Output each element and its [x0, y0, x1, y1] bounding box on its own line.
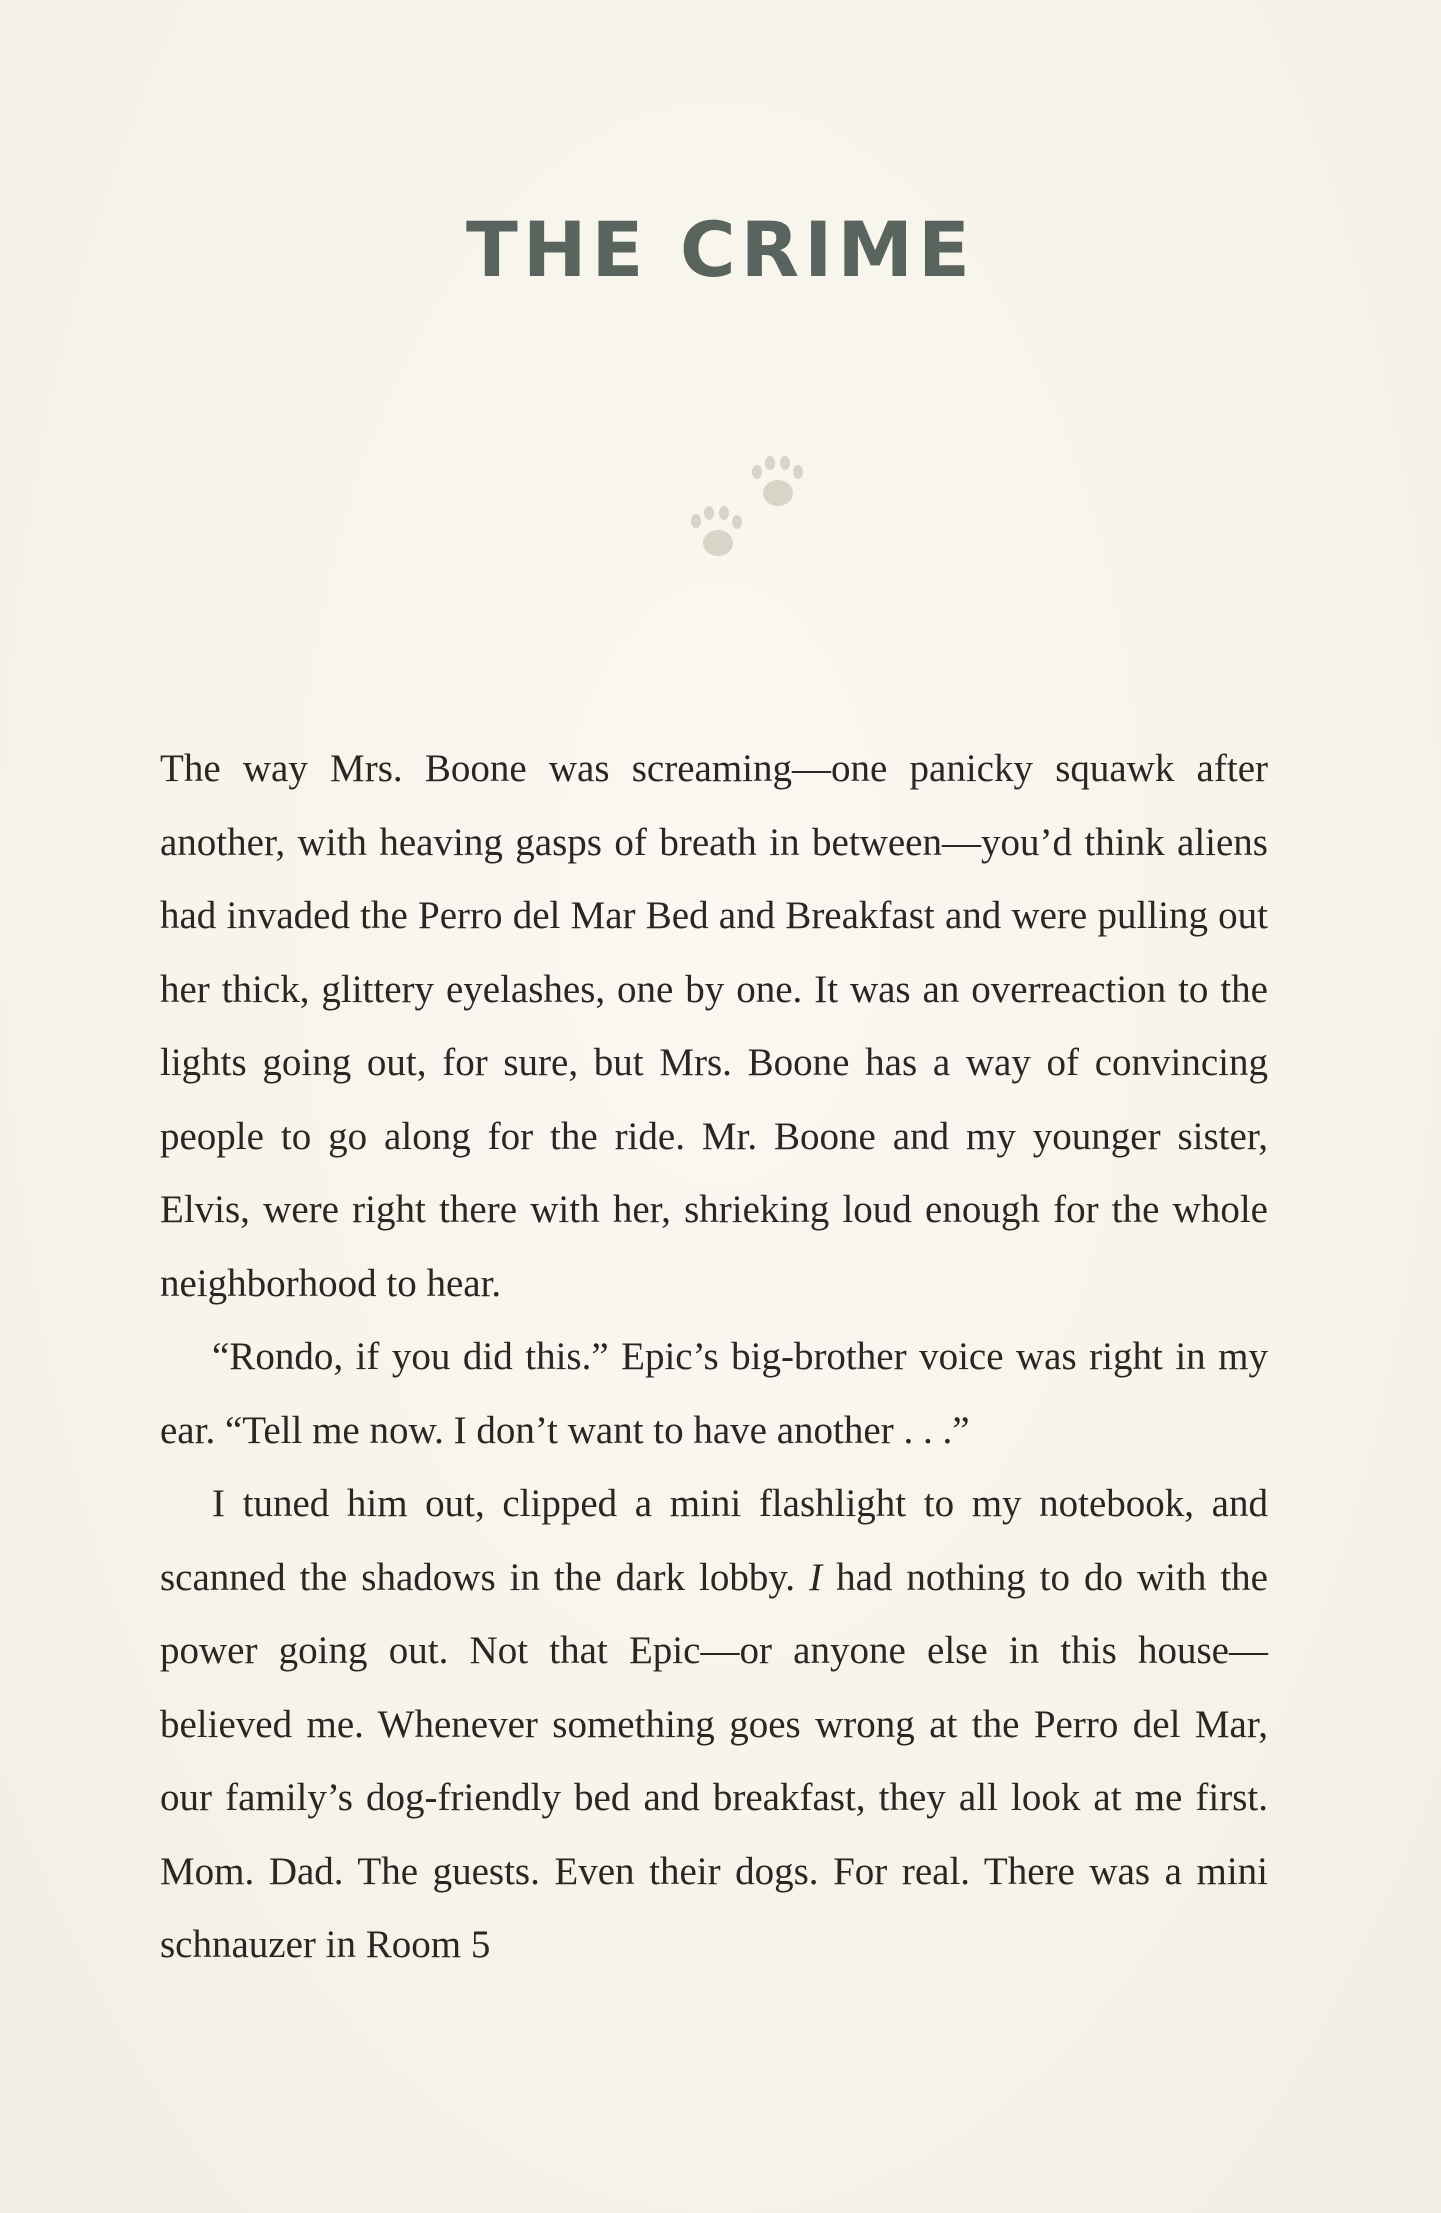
- chapter-title: THE CRIME: [466, 205, 975, 294]
- paragraph-2: “Rondo, if you did this.” Epic’s big-brother voice was right in my ear. “Tell me now. I don’t want to have another . . .”: [160, 1335, 1268, 1452]
- body-text: [160, 732, 1268, 1982]
- paragraph-1: The way Mrs. Boone was screaming—one panicky squawk after another, with heaving gasps of breath in between—you’d think aliens had invaded the Perro del Mar Bed and Breakfast and were pulling out her thick, glittery eyelashes, one by one. It was an overreaction to the lights going out, for sure, but Mrs. Boone has a way of convincing people to go along for the ride. Mr. Boone and my younger sister, Elvis, were right there with her, shrieking loud enough for the whole neighborhood to hear.: [160, 747, 1268, 1305]
- paragraph-3-rest: had nothing to do with the power going out. Not that Epic—or anyone else in this house—believed me. Whenever something goes wrong at the Perro del Mar, our family’s dog-friendly bed and breakfast, they all look at me first. Mom. Dad. The guests. Even their dogs. For real. There was a mini schnauzer in Room 5: [160, 1555, 1268, 1966]
- emphasis-i: I: [809, 1555, 823, 1599]
- paragraph-3: [160, 1467, 1268, 1982]
- paw-prints-icon: [660, 425, 840, 585]
- paragraph-3-start: I tuned him out, clipped a mini flashlight to my notebook, and scanned the shadows in the dark lobby.: [160, 1482, 1268, 1599]
